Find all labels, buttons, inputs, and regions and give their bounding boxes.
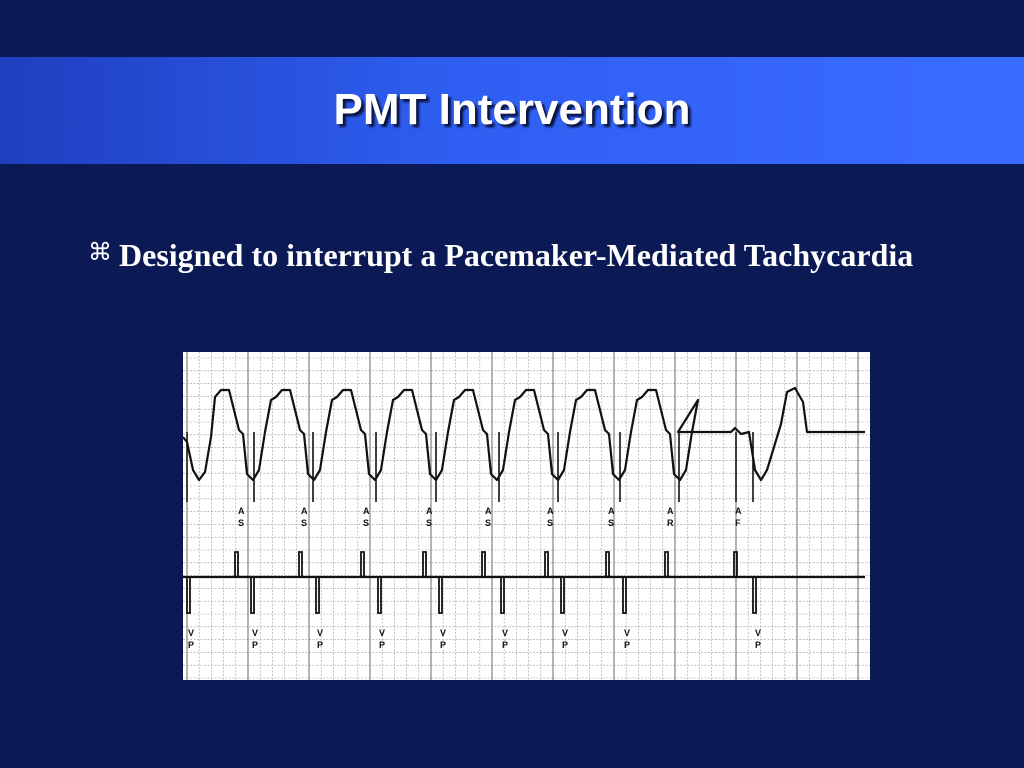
ventricular-marker-label: V xyxy=(502,628,509,638)
atrial-marker-label: S xyxy=(485,518,492,528)
ventricular-marker-label: V xyxy=(379,628,386,638)
atrial-marker-pulse xyxy=(545,552,548,577)
ventricular-marker-pulse xyxy=(439,577,442,613)
atrial-marker-label: A xyxy=(608,506,615,516)
ventricular-marker-pulse xyxy=(753,577,756,613)
atrial-marker-label: A xyxy=(426,506,433,516)
ventricular-marker-pulse xyxy=(501,577,504,613)
ventricular-marker-label: V xyxy=(624,628,631,638)
ventricular-marker-pulse xyxy=(251,577,254,613)
ventricular-marker-pulse xyxy=(187,577,190,613)
atrial-marker-label: S xyxy=(608,518,615,528)
ventricular-marker-pulse xyxy=(623,577,626,613)
atrial-marker-label: A xyxy=(301,506,308,516)
ecg-strip-image xyxy=(183,352,870,680)
atrial-trace-line xyxy=(183,388,865,480)
atrial-marker-label: S xyxy=(547,518,554,528)
ventricular-marker-label: P xyxy=(252,640,259,650)
ventricular-marker-label: P xyxy=(379,640,386,650)
ventricular-marker-label: V xyxy=(317,628,324,638)
ventricular-marker-label: V xyxy=(562,628,569,638)
atrial-marker-label: S xyxy=(426,518,433,528)
atrial-marker-pulse xyxy=(482,552,485,577)
ventricular-marker-label: V xyxy=(440,628,447,638)
ventricular-marker-label: P xyxy=(502,640,509,650)
atrial-marker-label: S xyxy=(301,518,308,528)
atrial-marker-label: S xyxy=(363,518,370,528)
ventricular-marker-pulse xyxy=(316,577,319,613)
ventricular-marker-label: P xyxy=(624,640,631,650)
ecg-grid xyxy=(183,352,870,680)
ventricular-marker-label: P xyxy=(317,640,324,650)
atrial-marker-label: A xyxy=(238,506,245,516)
atrial-marker-label: A xyxy=(667,506,674,516)
ventricular-marker-label: V xyxy=(188,628,195,638)
atrial-marker-pulse xyxy=(606,552,609,577)
ventricular-marker-label: P xyxy=(188,640,195,650)
slide-title: PMT Intervention xyxy=(333,85,691,134)
ventricular-marker-pulse xyxy=(378,577,381,613)
bullet-text: Designed to interrupt a Pacemaker-Mediated Tachycardia xyxy=(119,237,914,273)
command-key-bullet-icon: ⌘ xyxy=(88,238,112,266)
atrial-marker-pulse xyxy=(299,552,302,577)
ventricular-marker-label: P xyxy=(755,640,762,650)
atrial-marker-label: A xyxy=(363,506,370,516)
atrial-marker-label: R xyxy=(667,518,674,528)
ventricular-marker-pulse xyxy=(561,577,564,613)
atrial-marker-label: S xyxy=(238,518,245,528)
atrial-marker-label: A xyxy=(485,506,492,516)
ventricular-marker-label: V xyxy=(755,628,762,638)
ecg-strip-graphic xyxy=(183,352,870,680)
ventricular-marker-label: P xyxy=(562,640,569,650)
atrial-marker-label: A xyxy=(547,506,554,516)
ventricular-marker-label: P xyxy=(440,640,447,650)
atrial-channel-trace xyxy=(183,388,865,502)
ventricular-marker-label: V xyxy=(252,628,259,638)
atrial-marker-pulse xyxy=(665,552,668,577)
atrial-marker-label: F xyxy=(735,518,741,528)
atrial-marker-pulse xyxy=(423,552,426,577)
atrial-marker-pulse xyxy=(235,552,238,577)
atrial-marker-label: A xyxy=(735,506,742,516)
atrial-marker-pulse xyxy=(361,552,364,577)
ventricular-marker-channel xyxy=(183,552,865,613)
